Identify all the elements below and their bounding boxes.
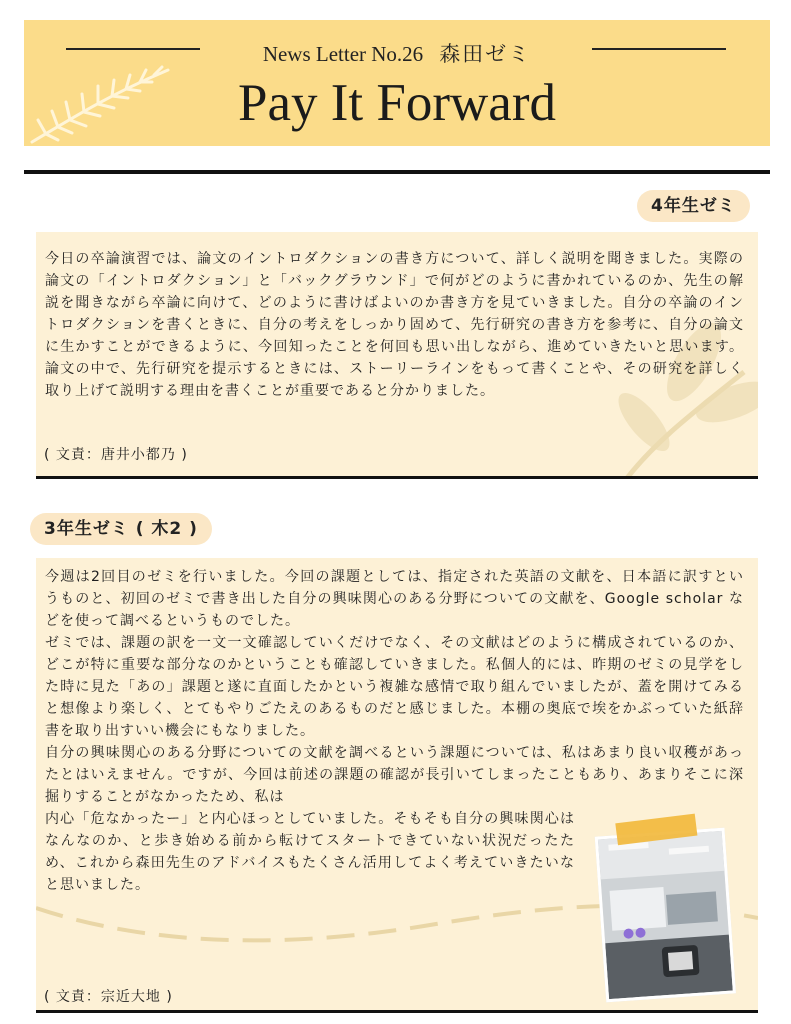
seminar-room-photo [594, 818, 736, 1003]
section-3rd-year-body: 今週は2回目のゼミを行いました。今回の課題としては、指定された英語の文献を、日本語に訳すというものと、初回のゼミで書き出した自分の興味関心のある分野についての文献を、Google scholar などを使って調べるというものでした。 ゼミでは、課題の訳を一文一文確認していくだけでなく、その文献はどのように構成されているのか、どこが特に重要な部分なのかということも確認していきました。私個人的には、昨期のゼミの見学をした時に見た「あの」課題と遂に直面したかという複雑な感情で取り組んでいましたが、蓋を開けてみると想像より楽しく、とてもやりごたえのあるものだと感じました。本棚の奥底で埃をかぶっていた紙辞書を取り出すいい機会にもなりました。 自分の興味関心のある分野についての文献を調べるという課題については、私はあまり良い収穫があったとはいえません。ですが、今回は前述の課題の確認が長引いてしまったこともあり、あまりそこに深掘りすることがなかったため、私は [45, 569, 744, 805]
issue-number: News Letter No.26 [262, 42, 424, 66]
divider-middle [36, 476, 758, 479]
divider-top [24, 170, 770, 174]
section-3rd-year-body-continued: 内心「危なかったー」と内心ほっとしていました。そもそも自分の興味関心はなんなのか、と歩き始める前から転けてスタートできていない状況だったため、これから森田先生のアドバイスもたくさん活用してよく考えていきたいなと思いました。 [45, 811, 575, 893]
seminar-name: 森田ゼミ [439, 42, 532, 66]
section-4th-year-box [36, 232, 758, 476]
section-4th-year-credit: ( 文責：唐井小都乃 ) [44, 447, 188, 463]
newsletter-header [24, 20, 770, 146]
newsletter-title: Pay It Forward [238, 74, 556, 132]
divider-bottom [36, 1010, 758, 1013]
issue-line [24, 38, 770, 68]
section-label-4th-year: 4年生ゼミ [637, 190, 750, 222]
photo-image [595, 828, 736, 1003]
section-3rd-year-credit: ( 文責：宗近大地 ) [44, 989, 173, 1005]
section-4th-year-body: 今日の卒論演習では、論文のイントロダクションの書き方について、詳しく説明を聞きました。実際の論文の「イントロダクション」と「バックグラウンド」で何がどのように書かれているのか、先生の解説を聞きながら卒論に向けて、どのように書けばよいのか書き方を見ていきました。自分の卒論のイントロダクションを書くときに、自分の考えをしっかり固めて、先行研究の書き方を参考に、自分の論文に生かすことができるように、今回知ったことを何回も思い出しながら、進めていきたいと思います。論文の中で、先行研究を提示するときには、ストーリーラインをもって書くことや、その研究を詳しく取り上げて説明する理由を書くことが重要であると分かりました。 [45, 251, 744, 399]
section-label-3rd-year: 3年生ゼミ ( 木2 ) [30, 513, 212, 545]
